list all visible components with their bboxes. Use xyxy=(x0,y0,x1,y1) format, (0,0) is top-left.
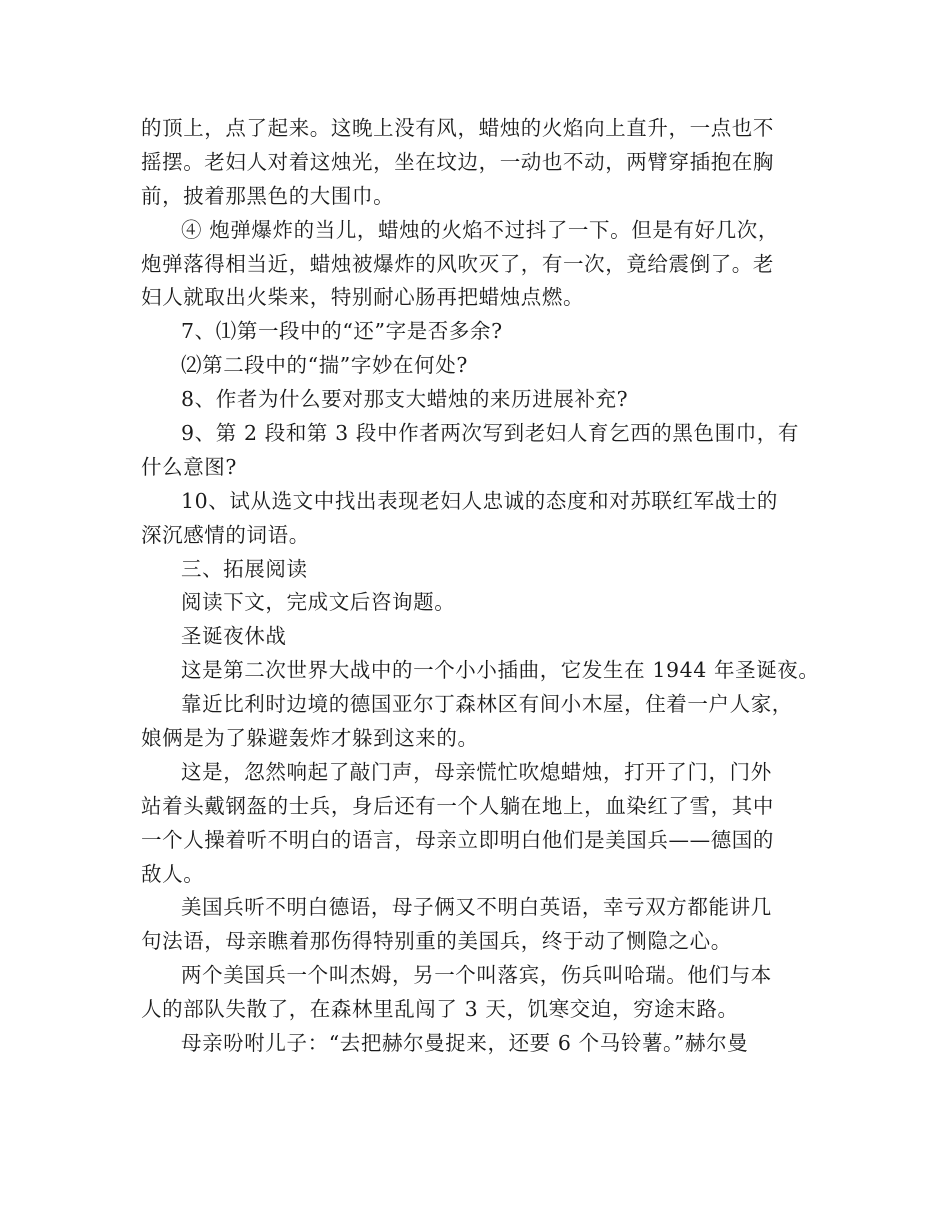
text-line: 一个人操着听不明白的语言，母亲立即明白他们是美国兵——德国的 xyxy=(141,827,774,852)
text-line: 句法语，母亲瞧着那伤得特别重的美国兵，终于动了恻隐之心。 xyxy=(141,929,732,954)
text-line: 的顶上，点了起来。这晚上没有风，蜡烛的火焰向上直升，一点也不 xyxy=(141,116,774,140)
text-line: 什么意图? xyxy=(141,454,237,479)
text-line: 这是，忽然响起了敲门声，母亲慌忙吹熄蜡烛，打开了门，门外 xyxy=(181,759,772,784)
text-line: 靠近比利时边境的德国亚尔丁森林区有间小木屋，住着一户人家， xyxy=(181,692,793,717)
text-line: 摇摆。老妇人对着这烛光，坐在坟边，一动也不动，两臂穿插抱在胸 xyxy=(141,149,774,174)
text-line: 美国兵听不明白德语，母子俩又不明白英语，幸亏双方都能讲几 xyxy=(181,895,772,920)
text-line: 9、第 2 段和第 3 段中作者两次写到老妇人育乞西的黑色围巾，有 xyxy=(181,421,799,446)
text-line: 阅读下文，完成文后咨询题。 xyxy=(181,590,456,615)
text-line: 敌人。 xyxy=(141,861,205,886)
text-line: 两个美国兵一个叫杰姆，另一个叫落宾，伤兵叫哈瑞。他们与本 xyxy=(181,963,772,988)
text-line: 8、作者为什么要对那支大蜡烛的来历进展补充? xyxy=(181,387,629,412)
text-line: 炮弹落得相当近，蜡烛被爆炸的风吹灭了，有一次，竟给震倒了。老 xyxy=(141,251,774,276)
text-line: 这是第二次世界大战中的一个小小插曲，它发生在 1944 年圣诞夜。 xyxy=(181,658,820,683)
text-line: ④ 炮弹爆炸的当儿，蜡烛的火焰不过抖了一下。但是有好几次， xyxy=(181,217,779,242)
text-line: 圣诞夜休战 xyxy=(181,624,287,649)
text-line: 10、试从选文中找出表现老妇人忠诚的态度和对苏联红军战士的 xyxy=(181,488,778,513)
text-line: 7、⑴第一段中的“还”字是否多余? xyxy=(181,319,503,344)
text-line: 娘俩是为了躲避轰炸才躲到这来的。 xyxy=(141,726,479,751)
text-line: 妇人就取出火柴来，特别耐心肠再把蜡烛点燃。 xyxy=(141,285,585,310)
text-line: 人的部队失散了，在森林里乱闯了 3 天，饥寒交迫，穷途末路。 xyxy=(141,997,739,1022)
text-line: 前，披着那黑色的大围巾。 xyxy=(141,183,395,208)
document-body xyxy=(141,112,821,1061)
text-line: 母亲吩咐儿子：“去把赫尔曼捉来，还要 6 个马铃薯。”赫尔曼 xyxy=(181,1031,749,1056)
text-line: 站着头戴钢盔的士兵，身后还有一个人躺在地上，血染红了雪，其中 xyxy=(141,793,774,818)
text-line: 三、拓展阅读 xyxy=(181,556,308,581)
text-line: ⑵第二段中的“揣”字妙在何处? xyxy=(181,353,468,378)
text-line: 深沉感情的词语。 xyxy=(141,522,310,547)
